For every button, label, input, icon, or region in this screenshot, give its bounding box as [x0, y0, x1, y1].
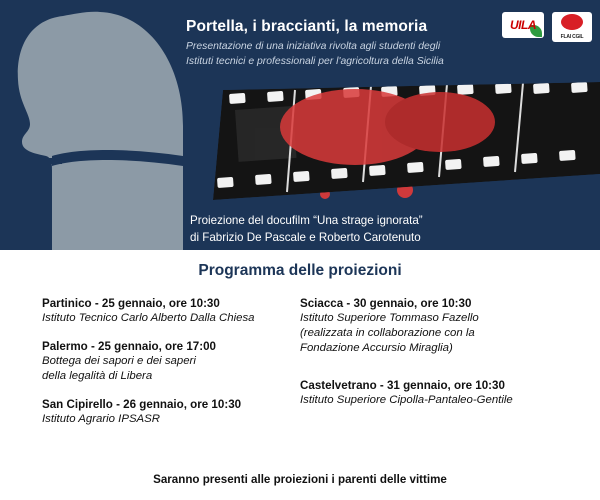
uila-logo-text: UILA — [510, 18, 536, 32]
program-entry — [42, 296, 300, 326]
entry-heading: Sciacca - 30 gennaio, ore 10:30 — [300, 297, 472, 310]
entry-detail: Istituto Tecnico Carlo Alberto Dalla Chiesa — [42, 312, 255, 325]
poster-subtitle-line2: Istituti tecnici e professionali per l'agricoltura della Sicilia — [186, 56, 444, 68]
entry-detail: Bottega dei sapori e dei saperi — [42, 355, 196, 368]
program-column-left — [0, 296, 300, 440]
entry-heading: Palermo - 25 gennaio, ore 17:00 — [42, 340, 216, 354]
entry-detail: Istituto Superiore Cipolla-Pantaleo-Gentile — [300, 394, 513, 407]
entry-detail: Istituto Agrario IPSASR — [42, 413, 160, 426]
entry-detail: Istituto Superiore Tommaso Fazello — [300, 312, 479, 325]
banner-title-block — [186, 18, 486, 69]
projection-credit — [190, 213, 590, 247]
flai-cgil-logo — [552, 12, 592, 42]
footer-note: Saranno presenti alle proiezioni i parenti delle vittime — [153, 473, 447, 486]
program-entry — [42, 339, 300, 384]
uila-logo — [502, 12, 544, 38]
poster-subtitle-line1: Presentazione di una iniziativa rivolta agli studenti degli — [186, 41, 441, 53]
program-title: Programma delle proiezioni — [198, 262, 402, 279]
entry-heading: Partinico - 25 gennaio, ore 10:30 — [42, 297, 220, 310]
entry-heading: San Cipirello - 26 gennaio, ore 10:30 — [42, 398, 242, 412]
projection-line-1: Proiezione del docufilm “Una strage ignorata” — [190, 214, 423, 227]
head-silhouette-icon — [8, 6, 183, 250]
entry-detail: (realizzata in collaborazione con la — [300, 327, 475, 340]
poster-subtitle — [186, 39, 486, 69]
program-section — [0, 250, 600, 500]
program-columns — [0, 296, 600, 440]
entry-detail: della legalità di Libera — [42, 370, 153, 383]
entry-detail: Fondazione Accursio Miraglia) — [300, 342, 453, 355]
program-entry — [300, 296, 600, 356]
flai-logo-text: FLAI CGIL — [560, 34, 584, 40]
filmstrip-graphic — [205, 82, 600, 207]
logo-group — [502, 12, 592, 42]
program-entry — [300, 378, 600, 408]
program-column-right — [300, 296, 600, 440]
poster-title: Portella, i braccianti, la memoria — [186, 18, 428, 35]
projection-line-2: di Fabrizio De Pascale e Roberto Carotenuto — [190, 230, 421, 244]
program-entry — [42, 397, 300, 427]
entry-heading: Castelvetrano - 31 gennaio, ore 10:30 — [300, 379, 505, 393]
circle-icon — [561, 14, 583, 30]
